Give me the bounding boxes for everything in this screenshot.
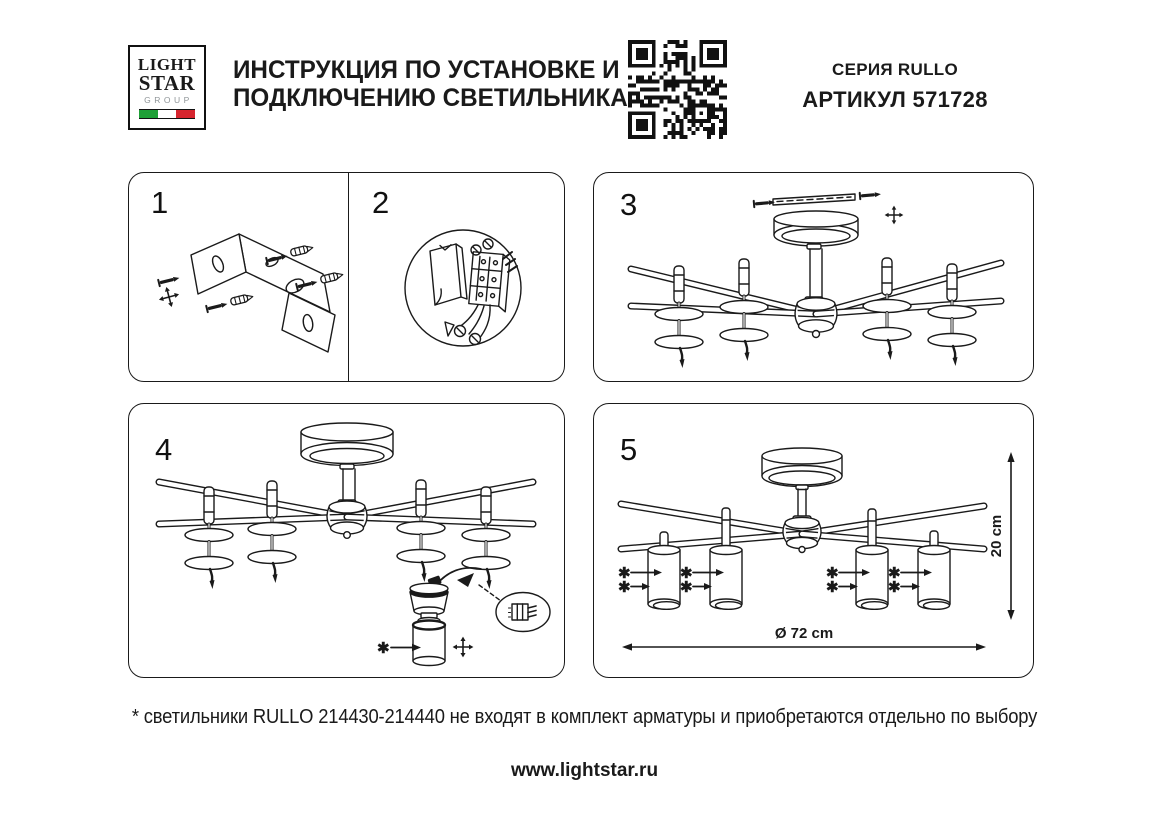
svg-text:✱: ✱ (618, 565, 631, 582)
panel-step-4 (128, 403, 565, 678)
lamp-holder (397, 480, 445, 582)
screw-icon (206, 301, 228, 312)
article-number: АРТИКУЛ 571728 (802, 87, 988, 112)
svg-text:✱: ✱ (888, 565, 901, 582)
panel-step-5 (593, 403, 1034, 678)
svg-text:✱: ✱ (826, 565, 839, 582)
canopy (301, 423, 393, 466)
title-line-2: ПОДКЛЮЧЕНИЮ СВЕТИЛЬНИКА (233, 84, 628, 112)
width-dimension (622, 625, 986, 651)
step-number-5: 5 (620, 432, 638, 467)
panel-step-3 (593, 172, 1034, 382)
stem (805, 244, 823, 302)
bracket-middle-face (239, 234, 330, 312)
title-line-1: ИНСТРУКЦИЯ ПО УСТАНОВКЕ И (233, 56, 620, 84)
lamp-holder (720, 259, 768, 361)
svg-text:✱: ✱ (618, 579, 631, 596)
lamp-holder (863, 258, 911, 360)
move-icon (156, 284, 181, 309)
canopy (762, 448, 842, 487)
stem (793, 485, 811, 521)
move-icon (885, 206, 904, 225)
step-number-1: 1 (151, 185, 169, 220)
hub (795, 298, 837, 338)
terminal-block (468, 239, 517, 312)
italy-flag-stripe (139, 109, 195, 119)
stem (338, 464, 356, 505)
lamp-holder (185, 487, 233, 589)
connector-inset (496, 593, 550, 632)
flag-green (139, 110, 158, 118)
svg-text:✱: ✱ (826, 579, 839, 596)
callout-shade-2 (680, 565, 724, 596)
panel-step-1-2 (128, 172, 565, 382)
shade-wiring-diagram (129, 404, 566, 675)
ceiling-plate (430, 244, 467, 305)
step-number-2: 2 (372, 185, 390, 220)
finished-fixture-diagram (594, 404, 1035, 675)
lamp-holder (248, 481, 296, 583)
series-label: СЕРИЯ RULLO (832, 60, 958, 79)
height-dimension (988, 452, 1015, 620)
flag-white (158, 110, 177, 118)
asterisk-callout (377, 640, 421, 657)
callout-shade-1 (618, 565, 662, 596)
lamp-holder (462, 487, 510, 589)
callout-shade-4 (888, 565, 932, 596)
step-number-3: 3 (620, 187, 638, 222)
step-number-4: 4 (155, 432, 173, 467)
logo-group-text: GROUP (144, 95, 193, 105)
page-title (233, 56, 628, 112)
wires (445, 305, 490, 345)
canopy (774, 211, 858, 246)
frame-assembly-diagram (594, 173, 1035, 379)
logo-star-text: STAR (138, 71, 196, 95)
width-label: Ø 72 cm (774, 625, 834, 642)
flag-red (176, 110, 195, 118)
callout-shade-3 (826, 565, 870, 596)
screw-icon (158, 275, 180, 286)
lamp-module (410, 583, 448, 665)
screw-icon (860, 191, 881, 199)
qr-code (628, 40, 727, 139)
asterisk-mark: ✱ (377, 640, 390, 657)
move-icon (453, 637, 474, 658)
svg-text:✱: ✱ (680, 565, 693, 582)
screw-icon (754, 199, 775, 207)
bracket-left-face (191, 234, 246, 294)
lightstar-logo (128, 45, 206, 130)
website-url: www.lightstar.ru (510, 760, 659, 781)
svg-text:✱: ✱ (680, 579, 693, 596)
dowel-icon (230, 293, 254, 305)
height-label: 20 cm (988, 514, 1005, 558)
logo-light-text: LIGHT (137, 55, 197, 74)
asterisk-callouts (618, 565, 932, 596)
dowel-icon (290, 244, 314, 256)
product-info (780, 60, 1010, 113)
footnote: * светильники RULLO 214430-214440 не входят в комплект арматуры и приобретаются отдельно по выбору (131, 706, 1038, 728)
dowel-icon (320, 271, 344, 283)
svg-text:✱: ✱ (888, 579, 901, 596)
